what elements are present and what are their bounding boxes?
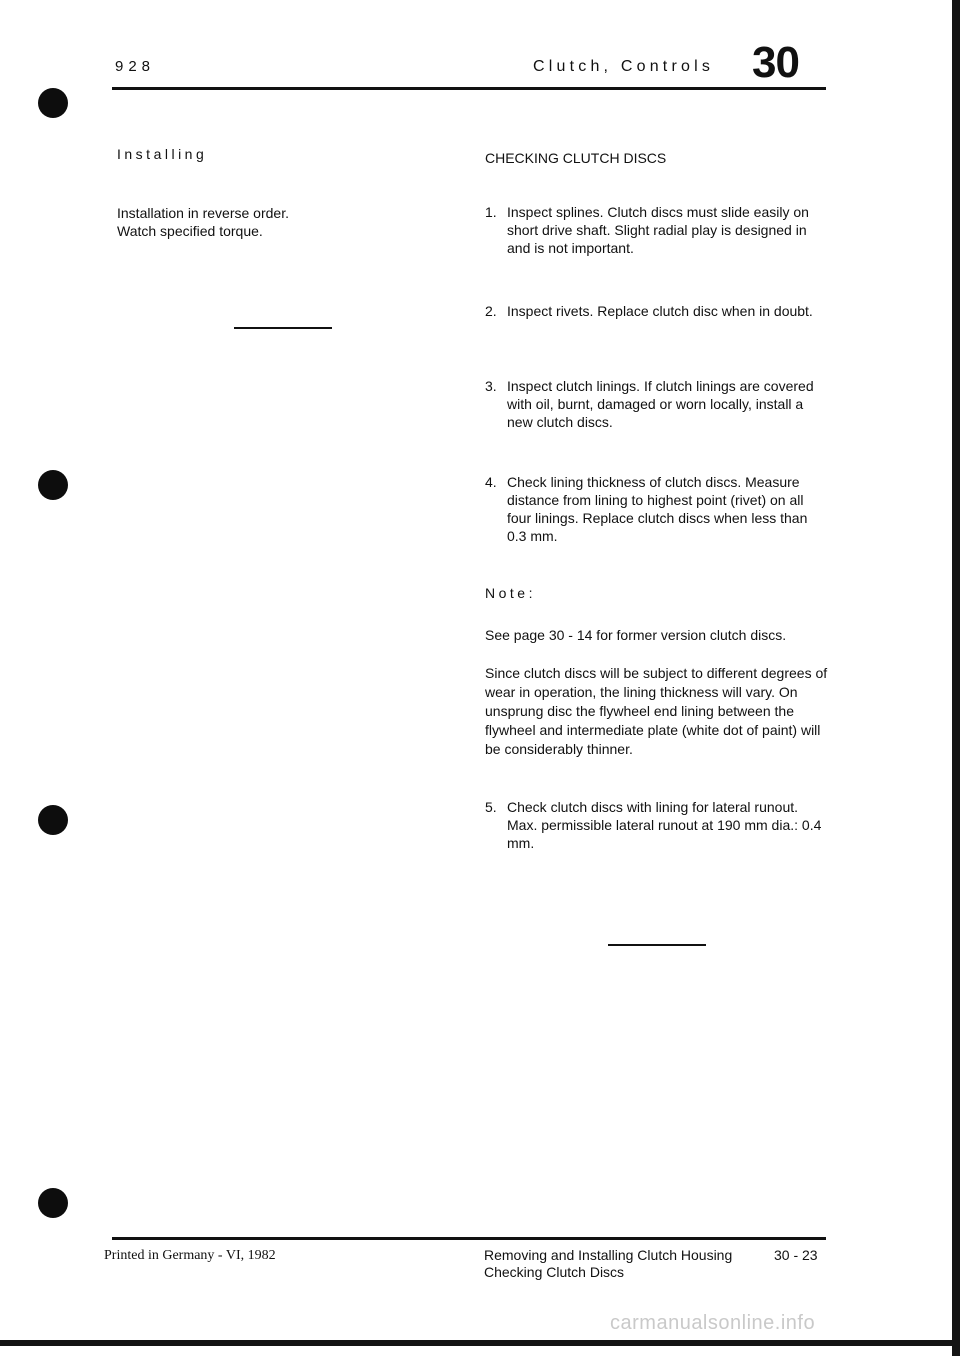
scan-edge	[0, 1340, 960, 1346]
checking-heading: CHECKING CLUTCH DISCS	[485, 150, 667, 166]
note-paragraph: Since clutch discs will be subject to different degrees of wear in operation, the lining thickness will vary. On unsprung disc the flywheel end lining between the flywheel and intermediate plate (white dot of paint) will be considerably thinner.	[485, 665, 828, 757]
section-end-rule	[608, 944, 706, 946]
installing-line: Watch specified torque.	[117, 223, 263, 239]
step-item	[485, 473, 830, 545]
section-number: 30	[752, 38, 799, 87]
step-text: Check clutch discs with lining for lateral runout. Max. permissible lateral runout at 190 mm dia.: 0.4 mm.	[507, 799, 822, 851]
footer-topic-line: Checking Clutch Discs	[484, 1264, 625, 1280]
installing-text	[117, 204, 377, 240]
scan-edge	[952, 0, 960, 1356]
header-rule	[112, 87, 826, 90]
step-item	[485, 302, 830, 320]
step-number: 1.	[485, 204, 497, 220]
note-paragraph: See page 30 - 14 for former version clutch discs.	[485, 627, 787, 643]
step-text: Inspect rivets. Replace clutch disc when in doubt.	[507, 303, 813, 319]
step-number: 4.	[485, 474, 497, 490]
page-number: 30 - 23	[774, 1247, 818, 1263]
step-text: Check lining thickness of clutch discs. Measure distance from lining to highest point (rivet) on all four linings. Replace clutch discs when less than 0.3 mm.	[507, 474, 808, 544]
footer-topic-line: Removing and Installing Clutch Housing	[484, 1247, 733, 1263]
step-item	[485, 377, 830, 431]
binder-hole	[38, 805, 68, 835]
binder-hole	[38, 470, 68, 500]
step-text: Inspect clutch linings. If clutch linings are covered with oil, burnt, damaged or worn locally, install a new clutch discs.	[507, 378, 814, 430]
section-title: Clutch, Controls	[533, 58, 715, 75]
section-end-rule	[234, 327, 332, 329]
installing-line: Installation in reverse order.	[117, 205, 289, 221]
footer-rule	[112, 1237, 826, 1240]
watermark: carmanualsonline.info	[610, 1312, 816, 1334]
printed-note: Printed in Germany - VI, 1982	[104, 1248, 276, 1263]
binder-hole	[38, 1188, 68, 1218]
footer-topic	[484, 1247, 732, 1281]
binder-hole	[38, 88, 68, 118]
step-number: 5.	[485, 799, 497, 815]
step-text: Inspect splines. Clutch discs must slide easily on short drive shaft. Slight radial play is designed in and is not important.	[507, 204, 809, 256]
note-label: Note:	[485, 585, 536, 601]
installing-heading: Installing	[117, 146, 208, 162]
step-item	[485, 798, 830, 852]
model-number: 928	[115, 58, 156, 75]
step-number: 2.	[485, 303, 497, 319]
step-item	[485, 203, 830, 257]
step-number: 3.	[485, 378, 497, 394]
